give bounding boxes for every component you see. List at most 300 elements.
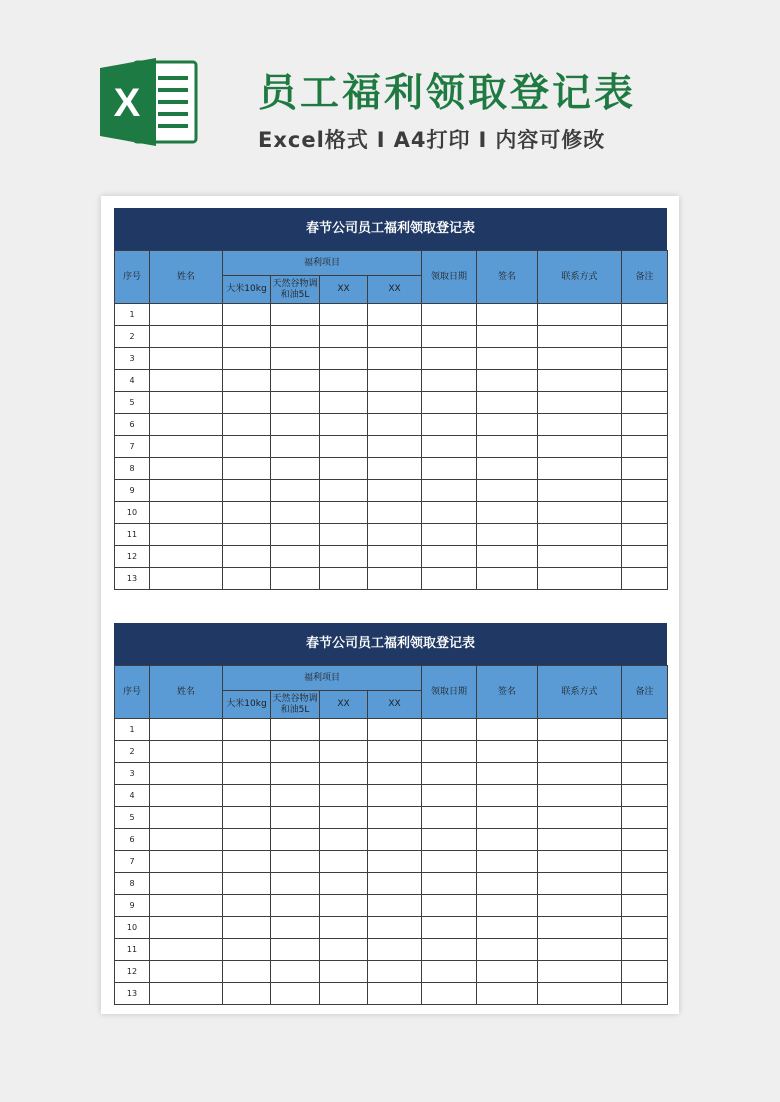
table-cell[interactable] <box>271 961 320 983</box>
table-cell[interactable] <box>320 546 368 568</box>
table-cell[interactable] <box>368 458 422 480</box>
table-cell[interactable] <box>320 741 368 763</box>
table-cell[interactable] <box>622 458 668 480</box>
header-welfare-item: XX <box>368 691 422 719</box>
table-cell[interactable] <box>320 568 368 590</box>
table-cell[interactable] <box>477 829 538 851</box>
table-cell[interactable] <box>150 524 223 546</box>
table-cell[interactable] <box>271 939 320 961</box>
table-cell[interactable] <box>368 873 422 895</box>
table-cell[interactable] <box>223 348 271 370</box>
table-cell[interactable] <box>223 851 271 873</box>
row-number: 1 <box>115 719 150 741</box>
table-cell[interactable] <box>477 392 538 414</box>
table-cell[interactable] <box>538 917 622 939</box>
table-cell[interactable] <box>622 785 668 807</box>
table-cell[interactable] <box>622 524 668 546</box>
table-cell[interactable] <box>223 436 271 458</box>
table-cell[interactable] <box>223 480 271 502</box>
row-number: 11 <box>115 939 150 961</box>
table-cell[interactable] <box>150 939 223 961</box>
table-cell[interactable] <box>477 719 538 741</box>
table-cell[interactable] <box>150 961 223 983</box>
table-cell[interactable] <box>622 917 668 939</box>
table-cell[interactable] <box>271 436 320 458</box>
table-cell[interactable] <box>271 458 320 480</box>
table-cell[interactable] <box>368 763 422 785</box>
table-cell[interactable] <box>368 983 422 1005</box>
table-cell[interactable] <box>150 304 223 326</box>
table-cell[interactable] <box>422 392 477 414</box>
table-cell[interactable] <box>150 436 223 458</box>
row-number: 3 <box>115 348 150 370</box>
registration-sheet <box>114 208 667 590</box>
table-cell[interactable] <box>538 807 622 829</box>
table-cell[interactable] <box>320 524 368 546</box>
header-signature: 签名 <box>477 666 538 719</box>
table-cell[interactable] <box>477 348 538 370</box>
table-cell[interactable] <box>271 370 320 392</box>
table-cell[interactable] <box>150 480 223 502</box>
table-cell[interactable] <box>320 917 368 939</box>
table-cell[interactable] <box>150 983 223 1005</box>
table-cell[interactable] <box>368 939 422 961</box>
row-number: 5 <box>115 392 150 414</box>
table-cell[interactable] <box>477 741 538 763</box>
header-welfare-item: XX <box>320 691 368 719</box>
table-cell[interactable] <box>223 961 271 983</box>
table-cell[interactable] <box>150 370 223 392</box>
table-cell[interactable] <box>223 829 271 851</box>
registration-table <box>114 250 668 590</box>
table-cell[interactable] <box>538 719 622 741</box>
table-cell[interactable] <box>150 851 223 873</box>
table-cell[interactable] <box>271 568 320 590</box>
table-cell[interactable] <box>320 961 368 983</box>
table-cell[interactable] <box>223 502 271 524</box>
table-cell[interactable] <box>150 392 223 414</box>
table-cell[interactable] <box>477 436 538 458</box>
table-cell[interactable] <box>223 873 271 895</box>
table-cell[interactable] <box>477 785 538 807</box>
table-cell[interactable] <box>477 524 538 546</box>
table-cell[interactable] <box>368 961 422 983</box>
row-number: 6 <box>115 829 150 851</box>
table-row <box>115 436 668 458</box>
table-cell[interactable] <box>271 741 320 763</box>
table-cell[interactable] <box>320 348 368 370</box>
table-cell[interactable] <box>422 939 477 961</box>
table-cell[interactable] <box>538 304 622 326</box>
table-cell[interactable] <box>368 436 422 458</box>
table-cell[interactable] <box>368 392 422 414</box>
table-row <box>115 304 668 326</box>
table-cell[interactable] <box>320 873 368 895</box>
table-row <box>115 785 668 807</box>
table-cell[interactable] <box>368 807 422 829</box>
table-cell[interactable] <box>320 807 368 829</box>
table-cell[interactable] <box>538 348 622 370</box>
header-date: 领取日期 <box>422 251 477 304</box>
table-cell[interactable] <box>271 414 320 436</box>
row-number: 12 <box>115 961 150 983</box>
table-row <box>115 370 668 392</box>
table-row <box>115 524 668 546</box>
table-cell[interactable] <box>320 939 368 961</box>
table-cell[interactable] <box>422 568 477 590</box>
table-cell[interactable] <box>223 785 271 807</box>
table-cell[interactable] <box>150 763 223 785</box>
table-cell[interactable] <box>538 895 622 917</box>
table-cell[interactable] <box>150 917 223 939</box>
table-cell[interactable] <box>622 326 668 348</box>
table-cell[interactable] <box>622 348 668 370</box>
table-cell[interactable] <box>538 326 622 348</box>
table-cell[interactable] <box>150 785 223 807</box>
table-cell[interactable] <box>422 546 477 568</box>
header-seq: 序号 <box>115 251 150 304</box>
table-cell[interactable] <box>368 546 422 568</box>
table-cell[interactable] <box>622 983 668 1005</box>
table-cell[interactable] <box>538 961 622 983</box>
table-cell[interactable] <box>368 502 422 524</box>
table-cell[interactable] <box>477 502 538 524</box>
table-cell[interactable] <box>150 741 223 763</box>
row-number: 4 <box>115 370 150 392</box>
table-cell[interactable] <box>477 414 538 436</box>
row-number: 1 <box>115 304 150 326</box>
table-cell[interactable] <box>422 348 477 370</box>
table-cell[interactable] <box>422 983 477 1005</box>
table-cell[interactable] <box>368 851 422 873</box>
table-cell[interactable] <box>271 983 320 1005</box>
table-cell[interactable] <box>622 851 668 873</box>
table-cell[interactable] <box>150 546 223 568</box>
table-cell[interactable] <box>150 414 223 436</box>
table-cell[interactable] <box>320 895 368 917</box>
table-cell[interactable] <box>622 502 668 524</box>
table-cell[interactable] <box>223 939 271 961</box>
header-signature: 签名 <box>477 251 538 304</box>
table-row <box>115 458 668 480</box>
table-cell[interactable] <box>150 873 223 895</box>
table-cell[interactable] <box>223 568 271 590</box>
table-cell[interactable] <box>150 326 223 348</box>
row-number: 3 <box>115 763 150 785</box>
table-cell[interactable] <box>422 436 477 458</box>
table-cell[interactable] <box>368 895 422 917</box>
row-number: 9 <box>115 480 150 502</box>
table-cell[interactable] <box>538 502 622 524</box>
table-cell[interactable] <box>622 304 668 326</box>
table-cell[interactable] <box>538 414 622 436</box>
table-cell[interactable] <box>271 524 320 546</box>
table-cell[interactable] <box>271 546 320 568</box>
table-cell[interactable] <box>422 895 477 917</box>
table-cell[interactable] <box>271 763 320 785</box>
table-cell[interactable] <box>223 895 271 917</box>
table-row <box>115 348 668 370</box>
table-cell[interactable] <box>477 763 538 785</box>
table-cell[interactable] <box>622 392 668 414</box>
table-cell[interactable] <box>477 546 538 568</box>
table-row <box>115 961 668 983</box>
table-cell[interactable] <box>477 568 538 590</box>
subtitle-editable: 内容可修改 <box>495 128 606 152</box>
table-cell[interactable] <box>422 851 477 873</box>
table-cell[interactable] <box>622 961 668 983</box>
table-cell[interactable] <box>422 873 477 895</box>
table-cell[interactable] <box>150 829 223 851</box>
table-cell[interactable] <box>320 392 368 414</box>
table-cell[interactable] <box>223 741 271 763</box>
table-cell[interactable] <box>538 436 622 458</box>
table-cell[interactable] <box>150 568 223 590</box>
header-welfare-item: 天然谷物调 和油5L <box>271 276 320 304</box>
table-row <box>115 983 668 1005</box>
table-cell[interactable] <box>368 414 422 436</box>
table-cell[interactable] <box>477 917 538 939</box>
table-row <box>115 807 668 829</box>
row-number: 5 <box>115 807 150 829</box>
table-cell[interactable] <box>538 763 622 785</box>
row-number: 10 <box>115 502 150 524</box>
table-cell[interactable] <box>223 763 271 785</box>
page-header <box>0 0 780 190</box>
table-cell[interactable] <box>622 480 668 502</box>
table-cell[interactable] <box>368 370 422 392</box>
table-cell[interactable] <box>477 326 538 348</box>
table-cell[interactable] <box>368 719 422 741</box>
table-cell[interactable] <box>271 851 320 873</box>
subtitle-print: A4打印 <box>393 128 471 152</box>
table-cell[interactable] <box>150 348 223 370</box>
table-cell[interactable] <box>477 895 538 917</box>
table-cell[interactable] <box>422 502 477 524</box>
table-cell[interactable] <box>538 392 622 414</box>
table-cell[interactable] <box>271 873 320 895</box>
table-cell[interactable] <box>422 524 477 546</box>
table-cell[interactable] <box>320 851 368 873</box>
header-contact: 联系方式 <box>538 666 622 719</box>
table-row <box>115 568 668 590</box>
table-cell[interactable] <box>150 895 223 917</box>
table-cell[interactable] <box>477 304 538 326</box>
table-cell[interactable] <box>477 961 538 983</box>
row-number: 12 <box>115 546 150 568</box>
header-name: 姓名 <box>150 666 223 719</box>
header-welfare-item: 大米10kg <box>223 691 271 719</box>
table-cell[interactable] <box>622 829 668 851</box>
page-title: 员工福利领取登记表 <box>258 71 637 116</box>
table-cell[interactable] <box>538 939 622 961</box>
sheet-title: 春节公司员工福利领取登记表 <box>114 623 667 665</box>
table-cell[interactable] <box>477 851 538 873</box>
table-cell[interactable] <box>271 719 320 741</box>
table-cell[interactable] <box>150 458 223 480</box>
table-cell[interactable] <box>223 807 271 829</box>
table-cell[interactable] <box>538 741 622 763</box>
table-cell[interactable] <box>422 304 477 326</box>
table-cell[interactable] <box>622 741 668 763</box>
table-row <box>115 873 668 895</box>
table-cell[interactable] <box>320 326 368 348</box>
table-cell[interactable] <box>223 719 271 741</box>
table-cell[interactable] <box>538 785 622 807</box>
table-row <box>115 763 668 785</box>
table-cell[interactable] <box>223 304 271 326</box>
table-cell[interactable] <box>223 458 271 480</box>
svg-text:X: X <box>113 81 141 125</box>
row-number: 6 <box>115 414 150 436</box>
table-cell[interactable] <box>368 785 422 807</box>
table-cell[interactable] <box>271 502 320 524</box>
row-number: 13 <box>115 983 150 1005</box>
table-cell[interactable] <box>223 326 271 348</box>
table-cell[interactable] <box>477 939 538 961</box>
table-cell[interactable] <box>271 326 320 348</box>
table-cell[interactable] <box>477 458 538 480</box>
table-cell[interactable] <box>150 502 223 524</box>
table-cell[interactable] <box>320 414 368 436</box>
table-cell[interactable] <box>223 392 271 414</box>
table-cell[interactable] <box>150 719 223 741</box>
row-number: 9 <box>115 895 150 917</box>
table-cell[interactable] <box>538 370 622 392</box>
table-cell[interactable] <box>477 873 538 895</box>
table-cell[interactable] <box>320 829 368 851</box>
table-cell[interactable] <box>622 807 668 829</box>
header-seq: 序号 <box>115 666 150 719</box>
table-cell[interactable] <box>538 873 622 895</box>
table-cell[interactable] <box>538 546 622 568</box>
table-cell[interactable] <box>368 524 422 546</box>
table-cell[interactable] <box>477 370 538 392</box>
table-cell[interactable] <box>320 719 368 741</box>
table-cell[interactable] <box>422 807 477 829</box>
header-contact: 联系方式 <box>538 251 622 304</box>
table-cell[interactable] <box>477 983 538 1005</box>
header-date: 领取日期 <box>422 666 477 719</box>
table-cell[interactable] <box>320 370 368 392</box>
table-cell[interactable] <box>271 807 320 829</box>
table-cell[interactable] <box>422 370 477 392</box>
header-note: 备注 <box>622 666 668 719</box>
table-cell[interactable] <box>422 741 477 763</box>
table-cell[interactable] <box>271 348 320 370</box>
table-cell[interactable] <box>538 524 622 546</box>
subtitle-format: Excel格式 <box>258 128 369 152</box>
table-cell[interactable] <box>422 458 477 480</box>
table-cell[interactable] <box>271 785 320 807</box>
table-cell[interactable] <box>622 436 668 458</box>
table-cell[interactable] <box>622 939 668 961</box>
table-cell[interactable] <box>150 807 223 829</box>
table-cell[interactable] <box>422 961 477 983</box>
table-row <box>115 719 668 741</box>
table-cell[interactable] <box>538 480 622 502</box>
table-cell[interactable] <box>622 568 668 590</box>
table-cell[interactable] <box>320 458 368 480</box>
row-number: 4 <box>115 785 150 807</box>
table-cell[interactable] <box>320 785 368 807</box>
table-cell[interactable] <box>223 983 271 1005</box>
table-cell[interactable] <box>223 546 271 568</box>
table-cell[interactable] <box>223 917 271 939</box>
table-cell[interactable] <box>368 741 422 763</box>
table-cell[interactable] <box>422 326 477 348</box>
table-cell[interactable] <box>320 502 368 524</box>
table-cell[interactable] <box>477 480 538 502</box>
table-cell[interactable] <box>271 480 320 502</box>
table-cell[interactable] <box>271 917 320 939</box>
table-cell[interactable] <box>622 546 668 568</box>
document-paper <box>101 196 679 1014</box>
table-cell[interactable] <box>538 568 622 590</box>
table-cell[interactable] <box>422 763 477 785</box>
table-row <box>115 480 668 502</box>
table-cell[interactable] <box>368 326 422 348</box>
table-cell[interactable] <box>271 829 320 851</box>
table-cell[interactable] <box>477 807 538 829</box>
table-cell[interactable] <box>538 851 622 873</box>
table-cell[interactable] <box>422 829 477 851</box>
table-cell[interactable] <box>422 917 477 939</box>
row-number: 8 <box>115 458 150 480</box>
table-cell[interactable] <box>368 348 422 370</box>
table-cell[interactable] <box>368 304 422 326</box>
table-cell[interactable] <box>422 414 477 436</box>
row-number: 2 <box>115 741 150 763</box>
table-cell[interactable] <box>223 370 271 392</box>
table-row <box>115 895 668 917</box>
table-cell[interactable] <box>422 719 477 741</box>
row-number: 10 <box>115 917 150 939</box>
table-cell[interactable] <box>271 895 320 917</box>
table-cell[interactable] <box>368 480 422 502</box>
header-note: 备注 <box>622 251 668 304</box>
table-cell[interactable] <box>538 829 622 851</box>
table-row <box>115 392 668 414</box>
table-cell[interactable] <box>368 917 422 939</box>
table-cell[interactable] <box>622 763 668 785</box>
table-cell[interactable] <box>271 392 320 414</box>
table-cell[interactable] <box>223 524 271 546</box>
table-cell[interactable] <box>320 480 368 502</box>
table-cell[interactable] <box>320 304 368 326</box>
page-subtitle <box>258 124 605 154</box>
table-cell[interactable] <box>320 983 368 1005</box>
table-row <box>115 741 668 763</box>
table-cell[interactable] <box>622 895 668 917</box>
table-cell[interactable] <box>223 414 271 436</box>
header-welfare-item: XX <box>368 276 422 304</box>
table-cell[interactable] <box>320 763 368 785</box>
table-cell[interactable] <box>368 829 422 851</box>
table-cell[interactable] <box>538 983 622 1005</box>
table-cell[interactable] <box>271 304 320 326</box>
table-cell[interactable] <box>320 436 368 458</box>
table-cell[interactable] <box>622 414 668 436</box>
table-cell[interactable] <box>422 480 477 502</box>
table-cell[interactable] <box>622 719 668 741</box>
subtitle-separator: I <box>376 128 386 152</box>
table-cell[interactable] <box>368 568 422 590</box>
table-cell[interactable] <box>422 785 477 807</box>
table-cell[interactable] <box>538 458 622 480</box>
table-cell[interactable] <box>622 873 668 895</box>
table-cell[interactable] <box>622 370 668 392</box>
